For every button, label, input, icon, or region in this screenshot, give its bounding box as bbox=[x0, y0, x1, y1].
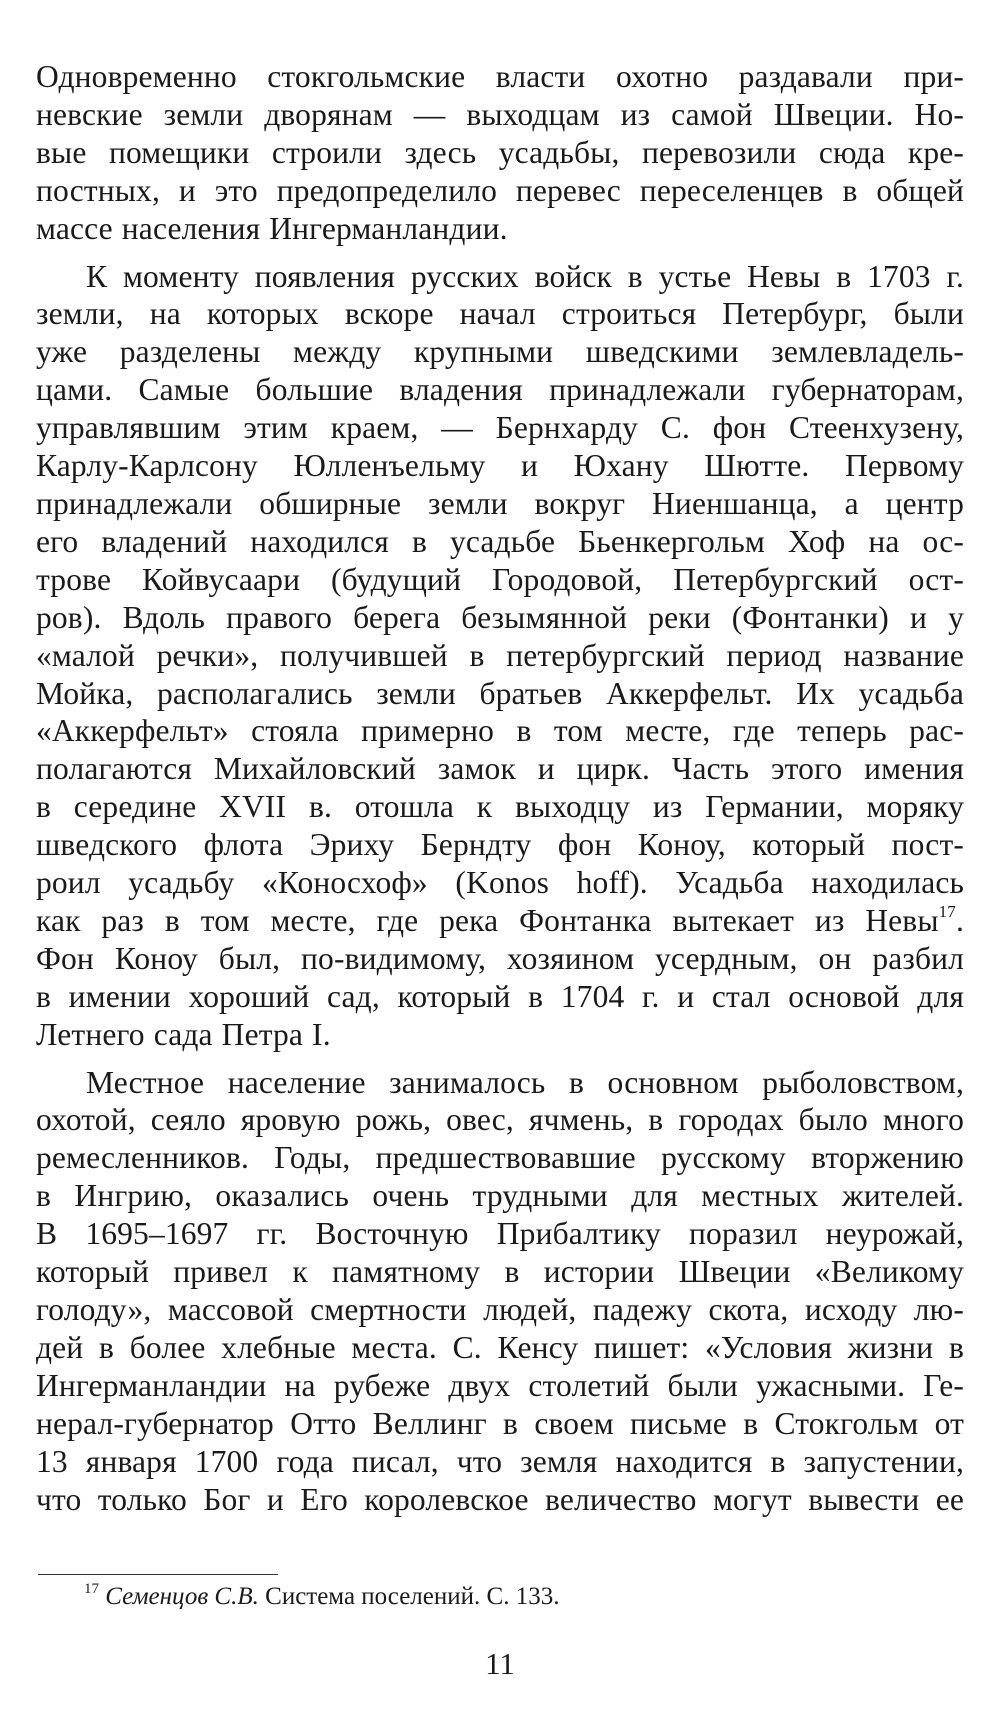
text-line: цами. Самые большие владения принадлежали губернаторам, bbox=[36, 372, 964, 408]
footnote-text: Система поселений. С. 133. bbox=[258, 1583, 560, 1610]
text-line: «малой речки», получившей в петербургский период название bbox=[36, 637, 964, 673]
text-line: 13 января 1700 года писал, что земля находится в запустении, bbox=[36, 1443, 964, 1479]
paragraph-gap bbox=[36, 248, 964, 258]
text-line: массе населения Ингерманландии. bbox=[36, 210, 508, 246]
text-line: земли, на которых вскоре начал строиться Петербург, были bbox=[36, 296, 964, 332]
text-line: который привел к памятному в истории Швеции «Великому bbox=[36, 1254, 964, 1290]
text-line: ремесленников. Годы, предшествовавшие русскому вторжению bbox=[36, 1140, 964, 1176]
footnote-divider bbox=[38, 1574, 278, 1575]
text-line: что только Бог и Его королевское величество могут вывести ее bbox=[36, 1481, 964, 1517]
paragraph-gap bbox=[36, 1054, 964, 1064]
text-line: уже разделены между крупными шведскими землевладель- bbox=[36, 334, 964, 370]
text-line: принадлежали обширные земли вокруг Ниеншанца, а центр bbox=[36, 485, 964, 521]
footnote bbox=[84, 1582, 559, 1612]
footnote-author: Семенцов С.В. bbox=[105, 1583, 259, 1610]
text-line: Летнего сада Петра I. bbox=[36, 1016, 331, 1052]
text-line-with-footnote bbox=[36, 902, 964, 940]
text-line: его владений находился в усадьбе Бьенкергольм Хоф на ос- bbox=[36, 523, 964, 559]
page-number: 11 bbox=[485, 1646, 515, 1681]
footnote-reference[interactable]: 17 bbox=[938, 902, 956, 922]
text-line-content: как раз в том месте, где река Фонтанка вытекает из Невы bbox=[36, 902, 939, 938]
text-line: дей в более хлебные места. С. Кенсу пишет: «Условия жизни в bbox=[36, 1329, 964, 1365]
text-line: нерал-губернатор Отто Веллинг в своем письме в Стокгольм от bbox=[36, 1405, 964, 1441]
text-line: невские земли дворянам — выходцам из самой Швеции. Но- bbox=[36, 96, 964, 132]
text-line: вые помещики строили здесь усадьбы, перевозили сюда кре- bbox=[36, 134, 964, 170]
body-text bbox=[36, 58, 964, 1518]
footnote-number: 17 bbox=[84, 1580, 99, 1597]
text-line: роил усадьбу «Коносхоф» (Konos hoff). Усадьба находилась bbox=[36, 865, 964, 901]
text-line: голоду», массовой смертности людей, падежу скота, исходу лю- bbox=[36, 1292, 964, 1327]
text-line: Ингерманландии на рубеже двух столетий были ужасными. Ге- bbox=[36, 1367, 964, 1403]
text-line: полагаются Михайловский замок и цирк. Часть этого имения bbox=[36, 751, 964, 787]
text-line: постных, и это предопределило перевес переселенцев в общей bbox=[36, 172, 964, 208]
text-line: Местное население занималось в основном рыболовством, bbox=[86, 1064, 964, 1100]
text-line: трове Койвусаари (будущий Городовой, Петербургский ост- bbox=[36, 561, 964, 597]
text-line: управлявшим этим краем, — Бернхарду С. фон Стеенхузену, bbox=[36, 410, 964, 446]
text-line: охотой, сеяло яровую рожь, овес, ячмень, в городах было много bbox=[36, 1102, 964, 1138]
text-line: в имении хороший сад, который в 1704 г. и стал основой для bbox=[36, 978, 964, 1014]
text-line: ров). Вдоль правого берега безымянной реки (Фонтанки) и у bbox=[36, 599, 964, 635]
text-line: «Аккерфельт» стояла примерно в том месте, где теперь рас- bbox=[36, 713, 964, 749]
text-line: шведского флота Эриху Берндту фон Коноу, который пост- bbox=[36, 827, 964, 863]
text-line: в середине XVII в. отошла к выходцу из Германии, моряку bbox=[36, 789, 964, 825]
text-line: в Ингрию, оказались очень трудными для местных жителей. bbox=[36, 1178, 964, 1214]
text-line: К моменту появления русских войск в устье Невы в 1703 г. bbox=[86, 258, 964, 294]
text-line: В 1695–1697 гг. Восточную Прибалтику поразил неурожай, bbox=[36, 1216, 964, 1252]
text-line: Фон Коноу был, по-видимому, хозяином усердным, он разбил bbox=[36, 940, 964, 976]
text-line: Карлу-Карлсону Юлленъельму и Юхану Шютте. Первому bbox=[36, 448, 964, 484]
footnote-reference-punctuation: . bbox=[955, 902, 964, 938]
text-line: Одновременно стокгольмские власти охотно раздавали при- bbox=[36, 59, 964, 94]
text-line: Мойка, располагались земли братьев Аккерфельт. Их усадьба bbox=[36, 675, 964, 711]
